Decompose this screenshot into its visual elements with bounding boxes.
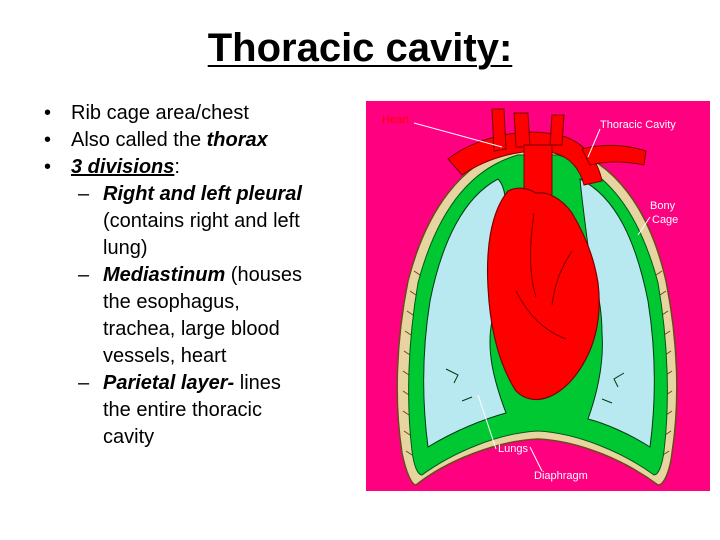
sub-bullet-pleural: – Right and left pleural (contains right and left lung): [78, 183, 302, 259]
slide-title: Thoracic cavity:: [207, 26, 513, 70]
bullet-thorax: • Also called the thorax: [44, 127, 364, 154]
bullet-divisions: • 3 divisions:: [44, 154, 364, 181]
sub-bullet-parietal: – Parietal layer- lines the entire thoracic cavity: [78, 372, 281, 448]
sub-bullet-mediastinum: – Mediastinum (houses the esophagus, trachea, large blood vessels, heart: [78, 264, 302, 367]
bullet-rib-cage: • Rib cage area/chest: [44, 100, 364, 127]
label-diaphragm: Diaphragm: [534, 470, 588, 482]
thoracic-cavity-diagram: [366, 101, 710, 491]
bullet-list: [44, 100, 364, 451]
label-bony-cage-line2: Cage: [652, 214, 679, 226]
sub-bullet-dash: –: [78, 372, 90, 394]
sub-bullet-dash: –: [78, 183, 90, 205]
sub-bullet-dash: –: [78, 264, 90, 286]
label-bony-cage-line1: Bony: [650, 200, 676, 212]
label-thoracic-cavity: Thoracic Cavity: [600, 119, 676, 131]
label-lungs: Lungs: [498, 443, 528, 455]
bullet-dot: •: [44, 129, 52, 151]
bullet-dot: •: [44, 102, 52, 124]
label-heart: Heart: [382, 114, 409, 126]
bullet-dot: •: [44, 156, 52, 178]
